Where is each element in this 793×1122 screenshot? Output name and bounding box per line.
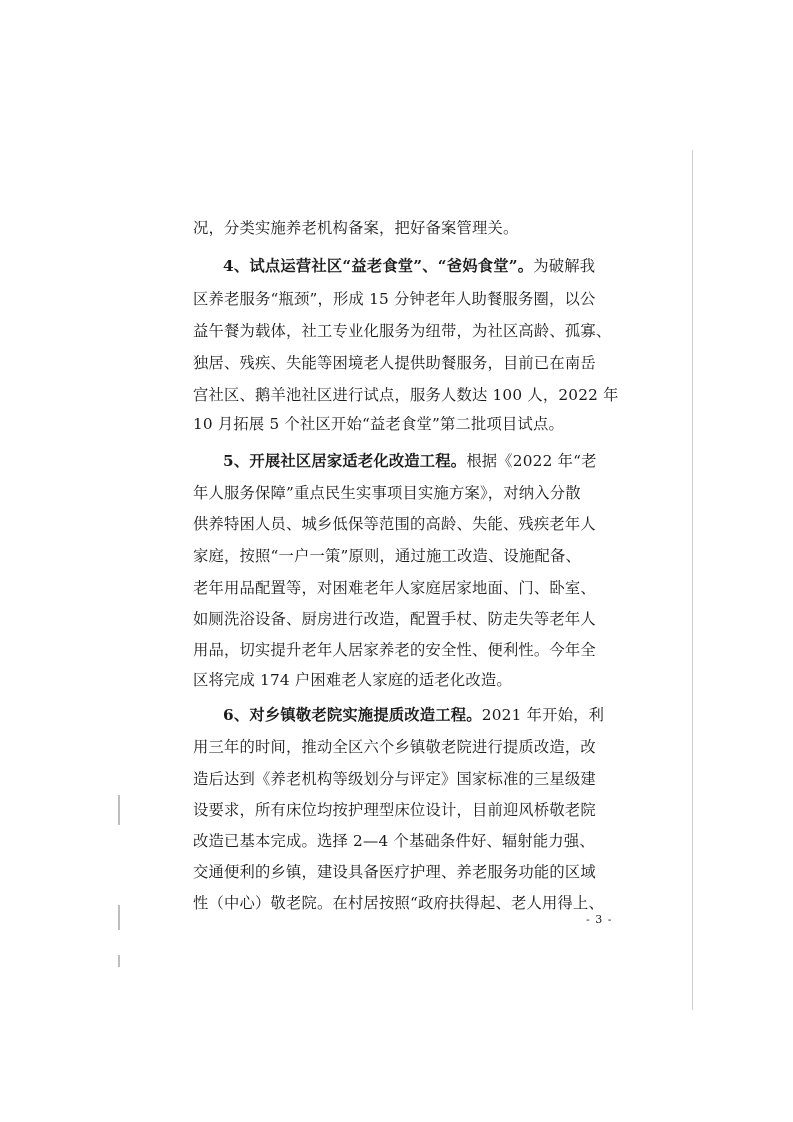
paragraph-line: 造后达到《养老机构等级划分与评定》国家标准的三星级建 [193, 770, 596, 788]
paragraph-line: 用三年的时间，推动全区六个乡镇敬老院进行提质改造，改 [193, 738, 596, 756]
paragraph-line: 用品，切实提升老年人居家养老的安全性、便利性。今年全 [193, 641, 596, 659]
paragraph-5-first-line [193, 448, 613, 474]
page-edge-line [692, 150, 693, 1010]
scan-artifact-mark [118, 795, 120, 825]
scan-artifact-mark [118, 955, 120, 967]
paragraph-line: 交通便利的乡镇，建设具备医疗护理、养老服务功能的区域 [193, 863, 596, 881]
paragraph-4-heading: 4、试点运营社区“益老食堂”、“爸妈食堂”。 [223, 257, 534, 275]
paragraph-line: 10 月拓展 5 个社区开始“益老食堂”第二批项目试点。 [193, 415, 564, 433]
paragraph-6-heading: 6、对乡镇敬老院实施提质改造工程。 [223, 706, 482, 724]
paragraph-line: 区养老服务“瓶颈”，形成 15 分钟老年人助餐服务圈，以公 [193, 290, 596, 308]
paragraph-4-first-line [193, 253, 613, 279]
page-number: - 3 - [586, 913, 613, 926]
paragraph-line: 年人服务保障”重点民生实事项目实施方案》，对纳入分散 [193, 484, 581, 502]
paragraph-line: 性（中心）敬老院。在村居按照“政府扶得起、老人用得上、 [193, 894, 604, 912]
paragraph-line: 家庭，按照“一户一策”原则，通过施工改造、设施配备、 [193, 547, 581, 565]
paragraph-line: 如厕洗浴设备、厨房进行改造，配置手杖、防走失等老年人 [193, 610, 596, 628]
paragraph-line: 益午餐为载体，社工专业化服务为纽带，为社区高龄、孤寡、 [193, 322, 612, 340]
paragraph-line: 供养特困人员、城乡低保等范围的高龄、失能、残疾老年人 [193, 515, 596, 533]
paragraph-line: 独居、残疾、失能等困境老人提供助餐服务，目前已在南岳 [193, 354, 596, 372]
paragraph-line: 宫社区、鹅羊池社区进行试点，服务人数达 100 人，2022 年 [193, 386, 619, 404]
paragraph-line: 况，分类实施养老机构备案，把好备案管理关。 [193, 219, 519, 237]
scan-artifact-mark [118, 905, 120, 930]
paragraph-text: 2021 年开始，利 [481, 706, 605, 724]
paragraph-text: 为破解我 [533, 257, 596, 275]
paragraph-text: 根据《2022 年“老 [466, 452, 597, 470]
paragraph-line: 设要求，所有床位均按护理型床位设计，目前迎风桥敬老院 [193, 801, 596, 819]
paragraph-6-first-line [193, 702, 613, 728]
paragraph-line: 改造已基本完成。选择 2—4 个基础条件好、辐射能力强、 [193, 832, 595, 850]
paragraph-line: 区将完成 174 户困难老人家庭的适老化改造。 [193, 671, 512, 689]
paragraph-5-heading: 5、开展社区居家适老化改造工程。 [223, 452, 467, 470]
paragraph-line: 老年用品配置等，对困难老年人家庭居家地面、门、卧室、 [193, 579, 596, 597]
